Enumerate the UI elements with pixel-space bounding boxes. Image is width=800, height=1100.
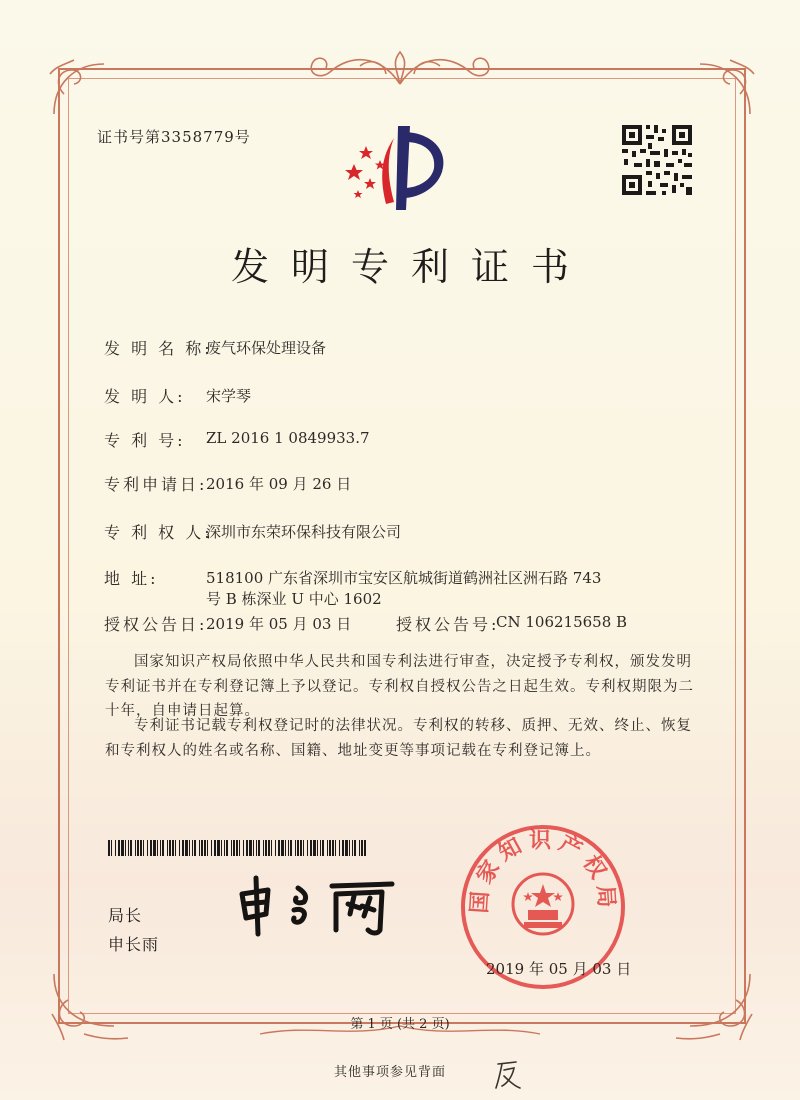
certificate-title: 发明专利证书 [230, 245, 591, 289]
filing-date-value: 2016 年 09 月 26 日 [206, 475, 352, 493]
inventor-label: 发 明 人: [104, 387, 186, 406]
barcode-icon [108, 840, 368, 856]
patentee-label: 专 利 权 人: [104, 523, 213, 542]
address-label: 地 址: [104, 569, 159, 588]
invention-name-value: 废气环保处理设备 [206, 339, 327, 357]
grant-statement-paragraph: 国家知识产权局依照中华人民共和国专利法进行审查，决定授予专利权，颁发发明专利证书并在专利登记簿上予以登记。专利权自授权公告之日起生效。专利权期限为二十年，自申请日起算。 [105, 654, 694, 719]
legal-status-paragraph: 专利证书记载专利权登记时的法律状况。专利权的转移、质押、无效、终止、恢复和专利权人的姓名或名称、国籍、地址变更等事项记载在专利登记簿上。 [105, 718, 692, 759]
filing-date-label: 专利申请日: [104, 475, 208, 494]
top-left-corner-ornament-icon [44, 54, 114, 124]
invention-name-label: 发 明 名 称: [104, 339, 213, 358]
qr-code-icon[interactable] [620, 123, 694, 197]
handwritten-mark-icon [492, 1056, 522, 1090]
patent-number-value: ZL 2016 1 0849933.7 [206, 429, 370, 447]
patent-office-logo-icon [336, 118, 456, 218]
director-title: 局长 [108, 906, 143, 925]
inner-border [68, 78, 736, 1014]
seal-text: 国家知识产权局 [467, 828, 619, 915]
bottom-left-corner-ornament-icon [44, 964, 134, 1044]
address-line1: 518100 广东省深圳市宝安区航城街道鹤洲社区洲石路 743 [206, 569, 602, 587]
patentee-value: 深圳市东荣环保科技有限公司 [206, 523, 402, 541]
inventor-value: 宋学琴 [206, 387, 252, 405]
address-line2: 号 B 栋深业 U 中心 1602 [206, 590, 382, 608]
top-right-corner-ornament-icon [690, 54, 760, 124]
bottom-right-corner-ornament-icon [670, 964, 760, 1044]
director-signature-icon [232, 874, 400, 938]
patent-number-label: 专 利 号: [104, 431, 186, 450]
seal-date: 2019 年 05 月 03 日 [486, 960, 632, 978]
announcement-number-value: CN 106215658 B [496, 613, 628, 631]
announcement-date-value: 2019 年 05 月 03 日 [206, 615, 352, 633]
top-ornament-icon [300, 44, 500, 88]
announcement-number-label: 授权公告号: [396, 615, 500, 634]
announcement-date-label: 授权公告日: [104, 615, 208, 634]
page-number: 第 1 页 (共 2 页) [350, 1017, 450, 1032]
director-name: 申长雨 [108, 935, 160, 954]
certificate-number: 证书号第3358779号 [97, 128, 251, 146]
footer-note: 其他事项参见背面 [334, 1065, 447, 1080]
